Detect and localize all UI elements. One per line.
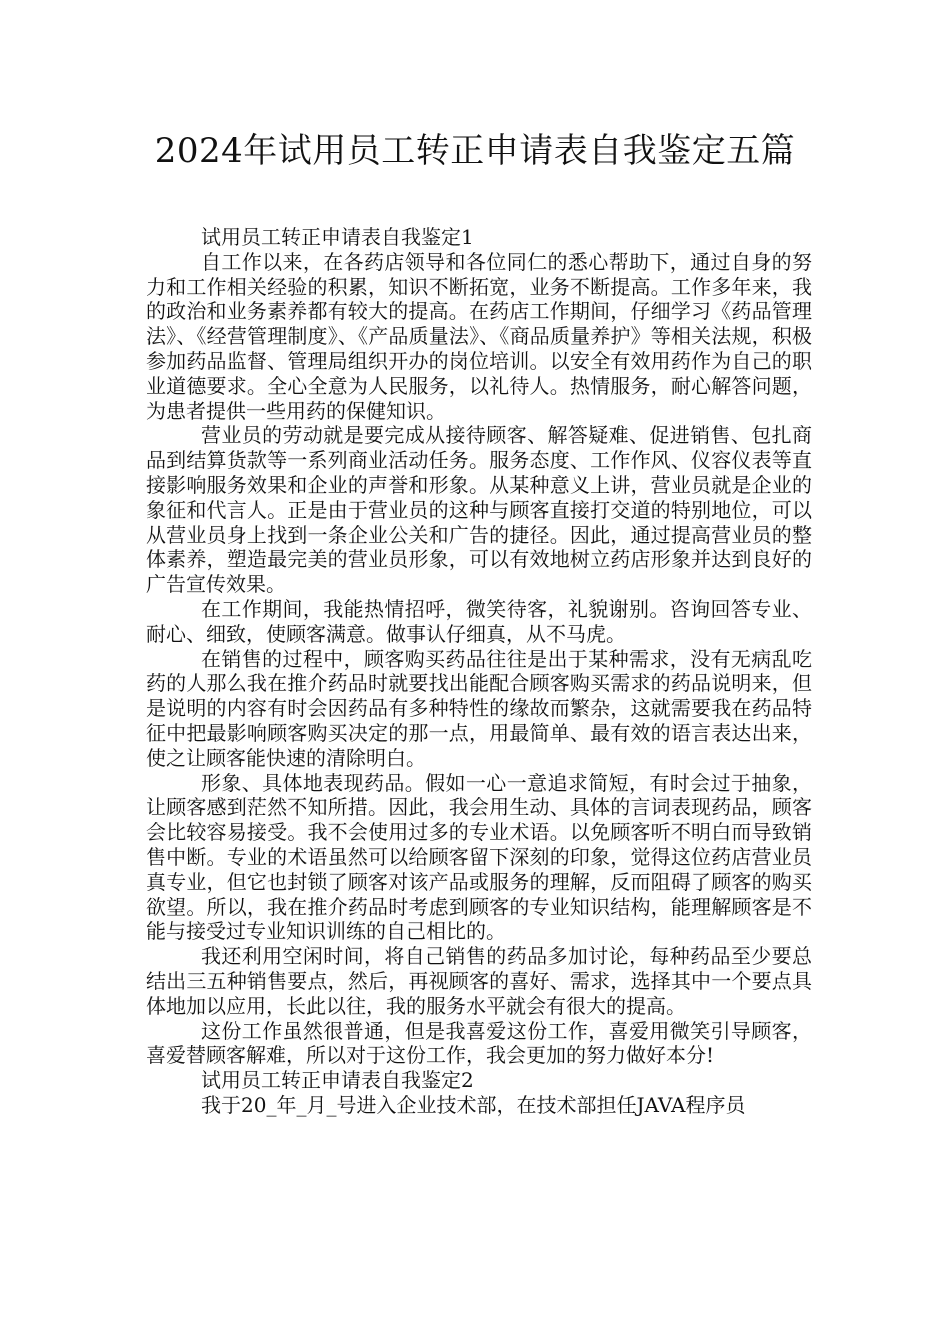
section-1-paragraph-4: 在销售的过程中，顾客购买药品往往是出于某种需求，没有无病乱吃药的人那么我在推介药品时就要找出能配合顾客购买需求的药品说明来，但是说明的内容有时会因药品有多种特性的缘故而繁杂，这就需要我在药品特征中把最影响顾客购买决定的那一点，用最简单、最有效的语言表达出来，使之让顾客能快速的清除明白。: [146, 646, 812, 770]
document-title: 2024年试用员工转正申请表自我鉴定五篇: [154, 131, 796, 171]
section-1-paragraph-1: 自工作以来，在各药店领导和各位同仁的悉心帮助下，通过自身的努力和工作相关经验的积累，知识不断拓宽，业务不断提高。工作多年来，我的政治和业务素养都有较大的提高。在药店工作期间，仔细学习《药品管理法》、《经营管理制度》、《产品质量法》、《商品质量养护》等相关法规，积极参加药品监督、管理局组织开办的岗位培训。以安全有效用药作为自己的职业道德要求。全心全意为人民服务，以礼待人。热情服务，耐心解答问题，为患者提供一些用药的保健知识。: [146, 249, 812, 423]
section-1-heading: 试用员工转正申请表自我鉴定1: [201, 225, 474, 249]
section-1-paragraph-2: 营业员的劳动就是要完成从接待顾客、解答疑难、促进销售、包扎商品到结算货款等一系列商业活动任务。服务态度、工作作风、仪容仪表等直接影响服务效果和企业的声誉和形象。从某种意义上讲，营业员就是企业的象征和代言人。正是由于营业员的这种与顾客直接打交道的特别地位，可以从营业员身上找到一条企业公关和广告的捷径。因此，通过提高营业员的整体素养，塑造最完美的营业员形象，可以有效地树立药店形象并达到良好的广告宣传效果。: [146, 423, 812, 597]
section-2-paragraph-1: 我于20_年_月_号进入企业技术部，在技术部担任JAVA程序员: [201, 1092, 746, 1117]
section-1-paragraph-7: 这份工作虽然很普通，但是我喜爱这份工作，喜爱用微笑引导顾客，喜爱替顾客解难，所以对于这份工作，我会更加的努力做好本分!: [146, 1018, 812, 1068]
document-body: [146, 225, 812, 1118]
section-1-paragraph-6: 我还利用空闲时间，将自己销售的药品多加讨论，每种药品至少要总结出三五种销售要点，然后，再视顾客的喜好、需求，选择其中一个要点具体地加以应用，长此以往，我的服务水平就会有很大的提高。: [146, 944, 812, 1018]
section-1-paragraph-3: 在工作期间，我能热情招呼，微笑待客，礼貌谢别。咨询回答专业、耐心、细致，使顾客满意。做事认仔细真，从不马虎。: [146, 596, 812, 646]
section-1-paragraph-5: 形象、具体地表现药品。假如一心一意追求简短，有时会过于抽象，让顾客感到茫然不知所措。因此，我会用生动、具体的言词表现药品，顾客会比较容易接受。我不会使用过多的专业术语。以免顾客听不明白而导致销售中断。专业的术语虽然可以给顾客留下深刻的印象，觉得这位药店营业员真专业，但它也封锁了顾客对该产品或服务的理解，反而阻碍了顾客的购买欲望。所以，我在推介药品时考虑到顾客的专业知识结构，能理解顾客是不能与接受过专业知识训练的自己相比的。: [146, 770, 812, 944]
section-2-heading: 试用员工转正申请表自我鉴定2: [201, 1068, 474, 1093]
